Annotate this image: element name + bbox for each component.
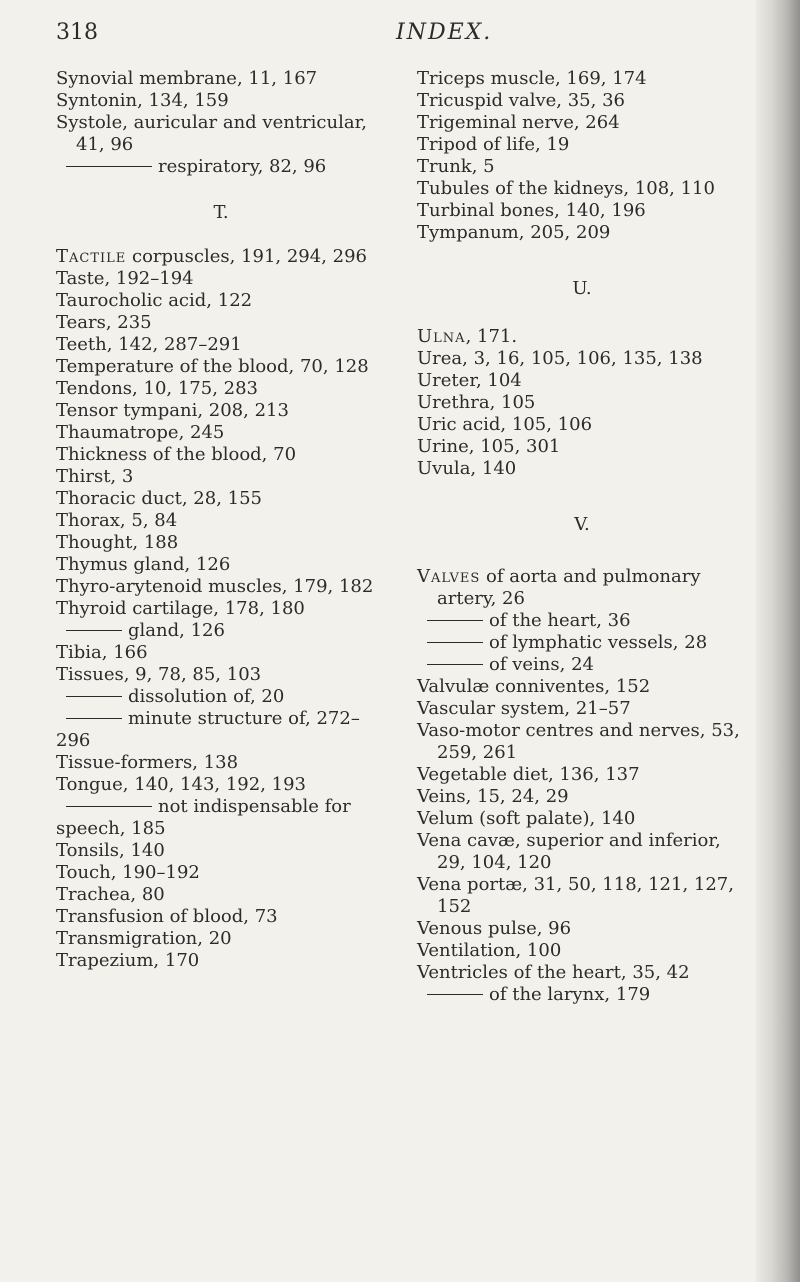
index-entry: Tripod of life, 19 bbox=[417, 134, 570, 155]
index-column-right bbox=[417, 68, 747, 1006]
index-entry: Trunk, 5 bbox=[417, 156, 495, 177]
page-number: 318 bbox=[56, 20, 98, 45]
index-entry: Thoracic duct, 28, 155 bbox=[56, 488, 262, 509]
index-entry: Syntonin, 134, 159 bbox=[56, 90, 229, 111]
index-entry: Velum (soft palate), 140 bbox=[417, 808, 636, 829]
index-entry: Urine, 105, 301 bbox=[417, 436, 561, 457]
ditto-dash bbox=[66, 696, 122, 697]
index-entry: Thorax, 5, 84 bbox=[56, 510, 178, 531]
index-entry: Tears, 235 bbox=[56, 312, 152, 333]
page-edge-shadow bbox=[756, 0, 800, 1282]
ditto-dash bbox=[427, 642, 483, 643]
index-entry: Tissues, 9, 78, 85, 103 bbox=[56, 664, 262, 685]
index-subentry bbox=[56, 156, 386, 178]
index-entry: Taurocholic acid, 122 bbox=[56, 290, 253, 311]
ditto-dash bbox=[66, 806, 152, 807]
index-entry: Teeth, 142, 287–291 bbox=[56, 334, 242, 355]
section-letter-u: U. bbox=[572, 278, 592, 299]
section-letter-t: T. bbox=[213, 202, 229, 223]
index-entry: Trachea, 80 bbox=[56, 884, 165, 905]
entry-head-word: Valves bbox=[417, 566, 481, 587]
ditto-dash bbox=[66, 166, 152, 167]
index-entry: Vena portæ, 31, 50, 118, 121, 127, 152 bbox=[417, 874, 734, 917]
index-entry bbox=[417, 326, 747, 348]
index-entry: Temperature of the blood, 70, 128 bbox=[56, 356, 369, 377]
index-subentry bbox=[56, 796, 386, 840]
index-entry: Synovial membrane, 11, 167 bbox=[56, 68, 318, 89]
index-entry: Tongue, 140, 143, 192, 193 bbox=[56, 774, 307, 795]
index-entry: Thyro-arytenoid muscles, 179, 182 bbox=[56, 576, 374, 597]
index-entry: Transmigration, 20 bbox=[56, 928, 232, 949]
index-entry: Thought, 188 bbox=[56, 532, 179, 553]
index-entry: Thaumatrope, 245 bbox=[56, 422, 225, 443]
subentry-text: of the larynx, 179 bbox=[489, 984, 651, 1005]
index-subentry bbox=[417, 654, 747, 676]
index-entry: Ureter, 104 bbox=[417, 370, 522, 391]
entry-tail: of aorta and pulmonary artery, 26 bbox=[437, 566, 701, 609]
index-entry: Tubules of the kidneys, 108, 110 bbox=[417, 178, 715, 199]
index-entry: Veins, 15, 24, 29 bbox=[417, 786, 569, 807]
index-entry: Touch, 190–192 bbox=[56, 862, 200, 883]
index-entry: Tensor tympani, 208, 213 bbox=[56, 400, 289, 421]
running-head: INDEX. bbox=[396, 20, 493, 45]
section-letter-v: V. bbox=[574, 514, 590, 535]
ditto-dash bbox=[427, 620, 483, 621]
index-entry: Vascular system, 21–57 bbox=[417, 698, 631, 719]
index-entry: Triceps muscle, 169, 174 bbox=[417, 68, 647, 89]
index-entry: Ventricles of the heart, 35, 42 bbox=[417, 962, 690, 983]
subentry-text: respiratory, 82, 96 bbox=[158, 156, 327, 177]
index-entry: Vena cavæ, superior and inferior, 29, 104, 120 bbox=[417, 830, 721, 873]
subentry-text: gland, 126 bbox=[128, 620, 225, 641]
index-entry: Tibia, 166 bbox=[56, 642, 148, 663]
entry-head-word: Ulna bbox=[417, 326, 466, 347]
subentry-text: minute structure of, 272–296 bbox=[56, 708, 360, 751]
index-entry bbox=[417, 566, 747, 610]
index-entry: Urea, 3, 16, 105, 106, 135, 138 bbox=[417, 348, 703, 369]
entry-tail: , 171. bbox=[465, 326, 518, 347]
subentry-text: dissolution of, 20 bbox=[128, 686, 285, 707]
index-entry: Tricuspid valve, 35, 36 bbox=[417, 90, 625, 111]
index-entry: Vaso-motor centres and nerves, 53, 259, 261 bbox=[417, 720, 740, 763]
index-entry: Tissue-formers, 138 bbox=[56, 752, 239, 773]
index-entry: Thickness of the blood, 70 bbox=[56, 444, 297, 465]
ditto-dash bbox=[66, 718, 122, 719]
index-entry: Urethra, 105 bbox=[417, 392, 536, 413]
index-column-left bbox=[56, 68, 386, 972]
index-entry: Systole, auricular and ventricular, 41, 96 bbox=[56, 112, 367, 155]
ditto-dash bbox=[427, 994, 483, 995]
index-entry: Transfusion of blood, 73 bbox=[56, 906, 278, 927]
index-entry: Thirst, 3 bbox=[56, 466, 134, 487]
ditto-dash bbox=[66, 630, 122, 631]
subentry-text: of veins, 24 bbox=[489, 654, 594, 675]
index-entry: Vegetable diet, 136, 137 bbox=[417, 764, 640, 785]
index-entry: Trigeminal nerve, 264 bbox=[417, 112, 620, 133]
index-entry: Tendons, 10, 175, 283 bbox=[56, 378, 258, 399]
index-entry: Uric acid, 105, 106 bbox=[417, 414, 593, 435]
index-subentry bbox=[56, 686, 386, 708]
entry-tail: corpuscles, 191, 294, 296 bbox=[126, 246, 368, 267]
index-entry: Valvulæ conniventes, 152 bbox=[417, 676, 651, 697]
index-entry: Uvula, 140 bbox=[417, 458, 517, 479]
ditto-dash bbox=[427, 664, 483, 665]
index-entry: Thymus gland, 126 bbox=[56, 554, 231, 575]
subentry-text: not indispensable for speech, 185 bbox=[56, 796, 351, 839]
index-entry: Venous pulse, 96 bbox=[417, 918, 572, 939]
index-entry: Turbinal bones, 140, 196 bbox=[417, 200, 646, 221]
index-entry bbox=[56, 246, 386, 268]
index-entry: Ventilation, 100 bbox=[417, 940, 562, 961]
index-subentry bbox=[56, 708, 386, 752]
index-entry: Taste, 192–194 bbox=[56, 268, 194, 289]
subentry-text: of lymphatic vessels, 28 bbox=[489, 632, 708, 653]
index-entry: Tonsils, 140 bbox=[56, 840, 165, 861]
page-header bbox=[56, 20, 736, 56]
index-entry: Thyroid cartilage, 178, 180 bbox=[56, 598, 305, 619]
index-subentry bbox=[417, 632, 747, 654]
index-subentry bbox=[417, 984, 747, 1006]
subentry-text: of the heart, 36 bbox=[489, 610, 631, 631]
index-entry: Tympanum, 205, 209 bbox=[417, 222, 611, 243]
index-subentry bbox=[417, 610, 747, 632]
index-entry: Trapezium, 170 bbox=[56, 950, 200, 971]
index-subentry bbox=[56, 620, 386, 642]
entry-head-word: Tactile bbox=[56, 246, 127, 267]
